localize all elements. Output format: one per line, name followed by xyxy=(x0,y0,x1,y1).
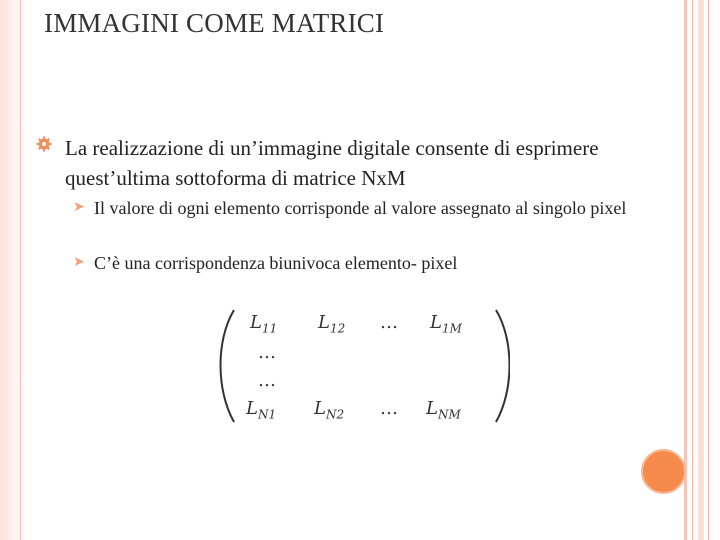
matrix-ellipsis: … xyxy=(258,370,276,391)
matrix-ellipsis: … xyxy=(258,342,276,363)
left-decorative-line xyxy=(20,0,21,540)
matrix-entry: $L_{1M}$ xyxy=(430,312,462,336)
matrix-entry: $L_{NM}$ xyxy=(426,398,461,422)
left-decorative-band xyxy=(0,0,26,540)
matrix-entry: $L_{11}$ xyxy=(250,312,278,336)
matrix-nxm xyxy=(210,300,510,430)
decorative-circle xyxy=(641,449,686,494)
arrow-icon: ➤ xyxy=(73,200,85,215)
matrix-ellipsis: … xyxy=(380,312,398,333)
matrix-entry: $L_{12}$ xyxy=(318,312,346,336)
slide-title: IMMAGINI COME MATRICI xyxy=(44,8,385,38)
matrix-entry: $L_{N1}$ xyxy=(246,398,277,422)
sub-bullet-text-2: C’è una corrispondenza biunivoca elemento- pixel xyxy=(94,253,458,273)
settings-gear-icon xyxy=(36,136,52,152)
main-bullet-text: La realizzazione di un’immagine digitale consente di esprimere quest’ultima sottoforma di matrice NxM xyxy=(65,136,599,190)
arrow-icon: ➤ xyxy=(73,255,85,270)
matrix-entry: $L_{N2}$ xyxy=(314,398,345,422)
matrix-ellipsis: … xyxy=(380,398,398,419)
sub-bullet-text-1: Il valore di ogni elemento corrisponde al valore assegnato al singolo pixel xyxy=(94,198,627,218)
